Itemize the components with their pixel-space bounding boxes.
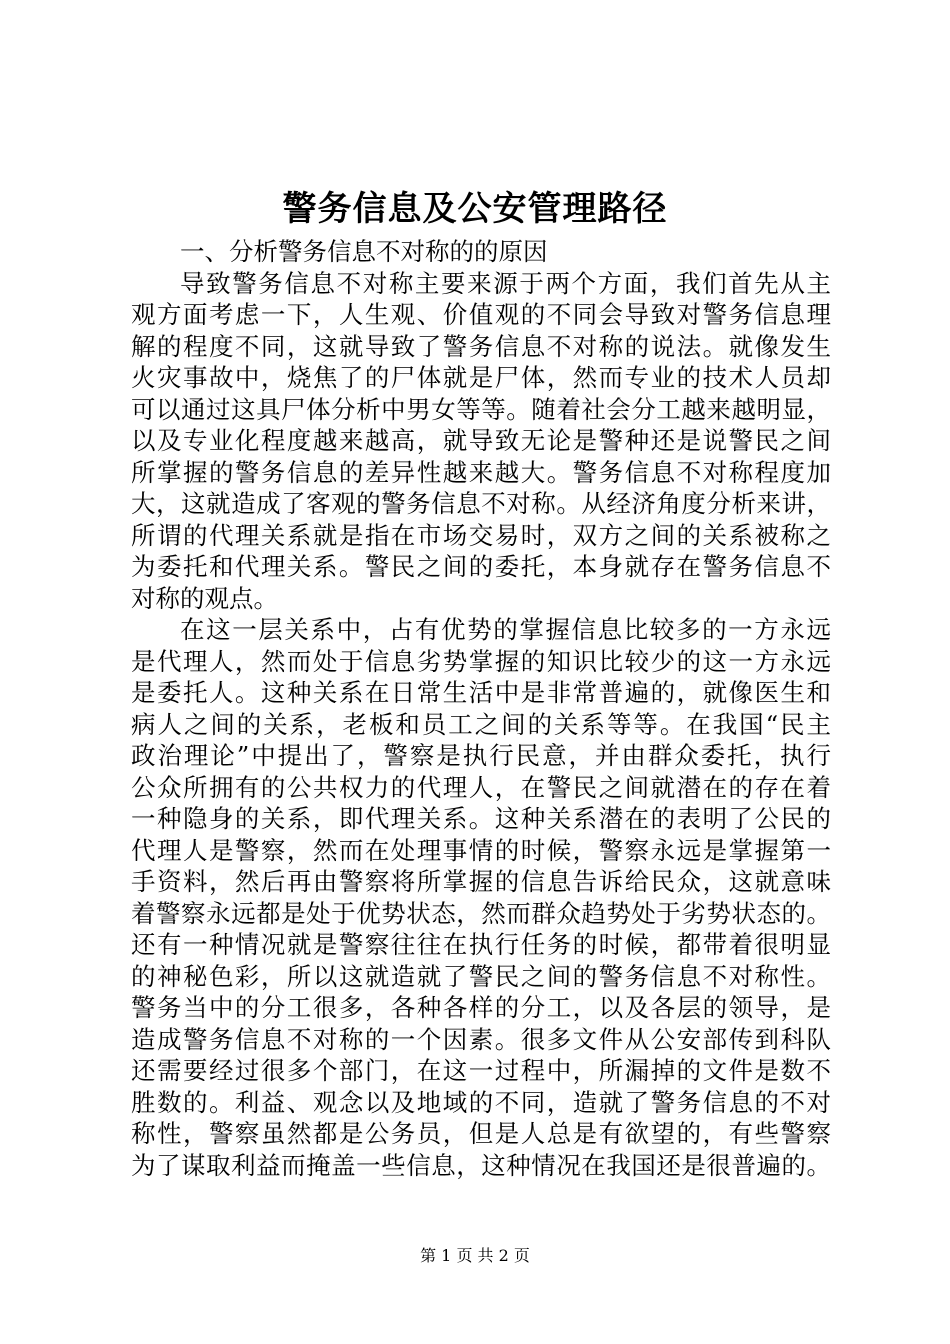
paragraph-line: 还有一种情况就是警察往往在执行任务的时候，都带着很明显: [131, 930, 831, 959]
paragraph-line: 以及专业化程度越来越高，就导致无论是警种还是说警民之间: [131, 426, 831, 455]
paragraph-line: 在这一层关系中，占有优势的掌握信息比较多的一方永远: [180, 615, 831, 644]
paragraph-line: 胜数的。利益、观念以及地域的不同，造就了警务信息的不对: [131, 1087, 831, 1117]
paragraph-line: 大，这就造成了客观的警务信息不对称。从经济角度分析来讲，: [131, 489, 831, 518]
paragraph-line: 火灾事故中，烧焦了的尸体就是尸体，然而专业的技术人员却: [131, 363, 831, 392]
paragraph-line: 是代理人，然而处于信息劣势掌握的知识比较少的这一方永远: [131, 646, 831, 676]
paragraph-line: 是委托人。这种关系在日常生活中是非常普遍的，就像医生和: [131, 678, 831, 707]
paragraph-line: 手资料，然后再由警察将所掌握的信息告诉给民众，这就意味: [131, 867, 831, 896]
document-title: 警务信息及公安管理路径: [282, 189, 668, 229]
paragraph-line: 造成警务信息不对称的一个因素。很多文件从公安部传到科队: [131, 1024, 831, 1054]
paragraph-line: 一种隐身的关系，即代理关系。这种关系潜在的表明了公民的: [131, 804, 831, 833]
paragraph-line: 所掌握的警务信息的差异性越来越大。警务信息不对称程度加: [131, 457, 831, 487]
page-footer: 第 1 页 共 2 页: [420, 1246, 530, 1265]
section-heading: 一、分析警务信息不对称的的原因: [180, 237, 548, 266]
paragraph-line: 还需要经过很多个部门，在这一过程中，所漏掉的文件是数不: [131, 1056, 831, 1085]
paragraph-line: 警务当中的分工很多，各种各样的分工，以及各层的领导，是: [131, 993, 831, 1022]
paragraph-line: 政治理论”中提出了，警察是执行民意，并由群众委托，执行: [131, 741, 831, 770]
paragraph-line: 可以通过这具尸体分析中男女等等。随着社会分工越来越明显，: [131, 394, 831, 424]
paragraph-line: 解的程度不同，这就导致了警务信息不对称的说法。就像发生: [131, 331, 831, 361]
paragraph-line: 代理人是警察，然而在处理事情的时候，警察永远是掌握第一: [131, 835, 831, 865]
paragraph-line: 称性，警察虽然都是公务员，但是人总是有欲望的，有些警察: [131, 1119, 831, 1148]
paragraph-line: 所谓的代理关系就是指在市场交易时，双方之间的关系被称之: [131, 520, 831, 550]
document-body: [131, 236, 831, 1181]
paragraph-line: 为委托和代理关系。警民之间的委托，本身就存在警务信息不: [131, 552, 831, 581]
paragraph-line: 观方面考虑一下，人生观、价值观的不同会导致对警务信息理: [131, 300, 831, 329]
paragraph-line: 的神秘色彩，所以这就造就了警民之间的警务信息不对称性。: [131, 961, 831, 991]
paragraph-line: 公众所拥有的公共权力的代理人，在警民之间就潜在的存在着: [131, 772, 831, 802]
paragraph-line: 着警察永远都是处于优势状态，然而群众趋势处于劣势状态的。: [131, 898, 831, 928]
paragraph-line: 为了谋取利益而掩盖一些信息，这种情况在我国还是很普遍的。: [131, 1150, 831, 1180]
paragraph-line: 导致警务信息不对称主要来源于两个方面，我们首先从主: [180, 268, 831, 298]
paragraph-line: 对称的观点。: [131, 583, 278, 613]
paragraph-line: 病人之间的关系，老板和员工之间的关系等等。在我国“民主: [131, 709, 831, 739]
